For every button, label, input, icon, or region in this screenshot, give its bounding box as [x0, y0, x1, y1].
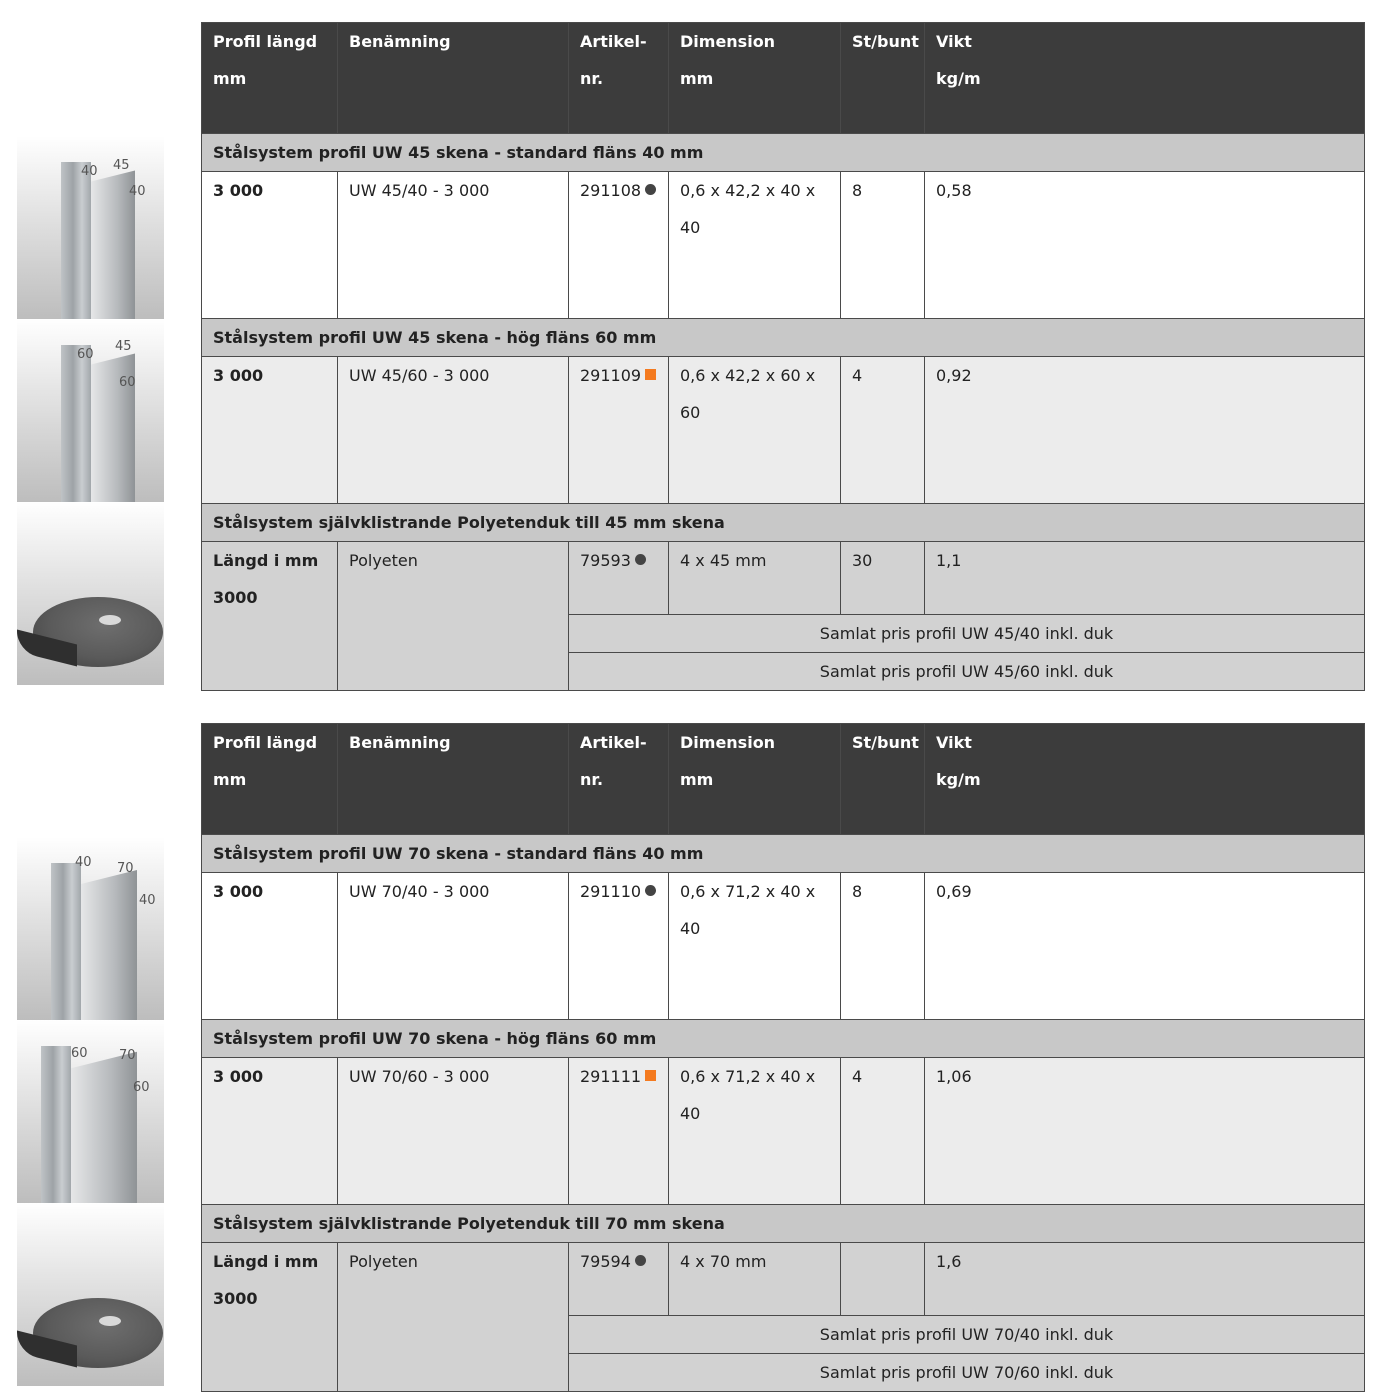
- profile-image-uw70-60: [17, 1020, 164, 1203]
- col-header-benamning: Benämning: [338, 23, 569, 134]
- dim-label: 60: [77, 347, 94, 362]
- col-header-artikel: Artikel- nr.: [569, 724, 669, 835]
- dim-label: 60: [119, 375, 136, 390]
- profile-image-uw45-60: [17, 319, 164, 502]
- tape-roll-image-70: [17, 1203, 164, 1386]
- table-header: [202, 724, 1365, 835]
- stock-dot-icon: [645, 885, 656, 896]
- profile-image-uw70-40: [17, 837, 164, 1020]
- col-header-stbunt: St/bunt: [841, 23, 925, 134]
- stock-dot-icon: [635, 1255, 646, 1266]
- col-header-artikel: Artikel- nr.: [569, 23, 669, 134]
- tape-roll-image-45: [17, 502, 164, 685]
- product-table-uw70: [201, 723, 1365, 1392]
- dim-label: 45: [113, 158, 130, 173]
- total-row: Samlat pris profil UW 45/40 inkl. duk: [202, 615, 1365, 653]
- dim-label: 40: [75, 855, 92, 870]
- col-header-dimension: Dimension mm: [669, 23, 841, 134]
- table-row: 3 000 UW 70/60 - 3 000 291111 0,6 x 71,2 x 40 x 40 4 1,06: [202, 1058, 1365, 1205]
- dim-label: 45: [115, 339, 132, 354]
- product-table-uw45: [201, 22, 1365, 691]
- stock-dot-icon: [645, 184, 656, 195]
- table-row: Längd i mm 3000 Polyeten 79593 4 x 45 mm 30 1,1: [202, 542, 1365, 615]
- dim-label: 40: [81, 164, 98, 179]
- order-square-icon: [645, 1070, 656, 1081]
- col-header-profil: Profil längd mm: [202, 23, 338, 134]
- table-row: 3 000 UW 70/40 - 3 000 291110 0,6 x 71,2 x 40 x 40 8 0,69: [202, 873, 1365, 1020]
- section-header: Stålsystem profil UW 45 skena - hög fläns 60 mm: [202, 319, 1365, 357]
- section-header: Stålsystem profil UW 70 skena - standard fläns 40 mm: [202, 835, 1365, 873]
- total-row: Samlat pris profil UW 70/40 inkl. duk: [202, 1316, 1365, 1354]
- table-row: 3 000 UW 45/40 - 3 000 291108 0,6 x 42,2 x 40 x 40 8 0,58: [202, 172, 1365, 319]
- section-header: Stålsystem profil UW 45 skena - standard fläns 40 mm: [202, 134, 1365, 172]
- section-header: Stålsystem profil UW 70 skena - hög fläns 60 mm: [202, 1020, 1365, 1058]
- thumbnails-2: [17, 837, 164, 1386]
- col-header-vikt: Vikt kg/m: [925, 23, 1365, 134]
- dim-label: 70: [117, 861, 134, 876]
- col-header-dimension: Dimension mm: [669, 724, 841, 835]
- total-row: Samlat pris profil UW 45/60 inkl. duk: [202, 653, 1365, 691]
- dim-label: 70: [119, 1048, 136, 1063]
- dim-label: 40: [129, 184, 146, 199]
- section-header: Stålsystem självklistrande Polyetenduk till 45 mm skena: [202, 504, 1365, 542]
- total-row: Samlat pris profil UW 70/60 inkl. duk: [202, 1354, 1365, 1392]
- col-header-benamning: Benämning: [338, 724, 569, 835]
- dim-label: 60: [71, 1046, 88, 1061]
- table-header: [202, 23, 1365, 134]
- col-header-stbunt: St/bunt: [841, 724, 925, 835]
- order-square-icon: [645, 369, 656, 380]
- section-header: Stålsystem självklistrande Polyetenduk till 70 mm skena: [202, 1205, 1365, 1243]
- col-header-profil: Profil längd mm: [202, 724, 338, 835]
- dim-label: 60: [133, 1080, 150, 1095]
- dim-label: 40: [139, 893, 156, 908]
- stock-dot-icon: [635, 554, 646, 565]
- table-row: Längd i mm 3000 Polyeten 79594 4 x 70 mm 1,6: [202, 1243, 1365, 1316]
- thumbnails-1: [17, 136, 164, 685]
- col-header-vikt: Vikt kg/m: [925, 724, 1365, 835]
- table-row: 3 000 UW 45/60 - 3 000 291109 0,6 x 42,2 x 60 x 60 4 0,92: [202, 357, 1365, 504]
- profile-image-uw45-40: [17, 136, 164, 319]
